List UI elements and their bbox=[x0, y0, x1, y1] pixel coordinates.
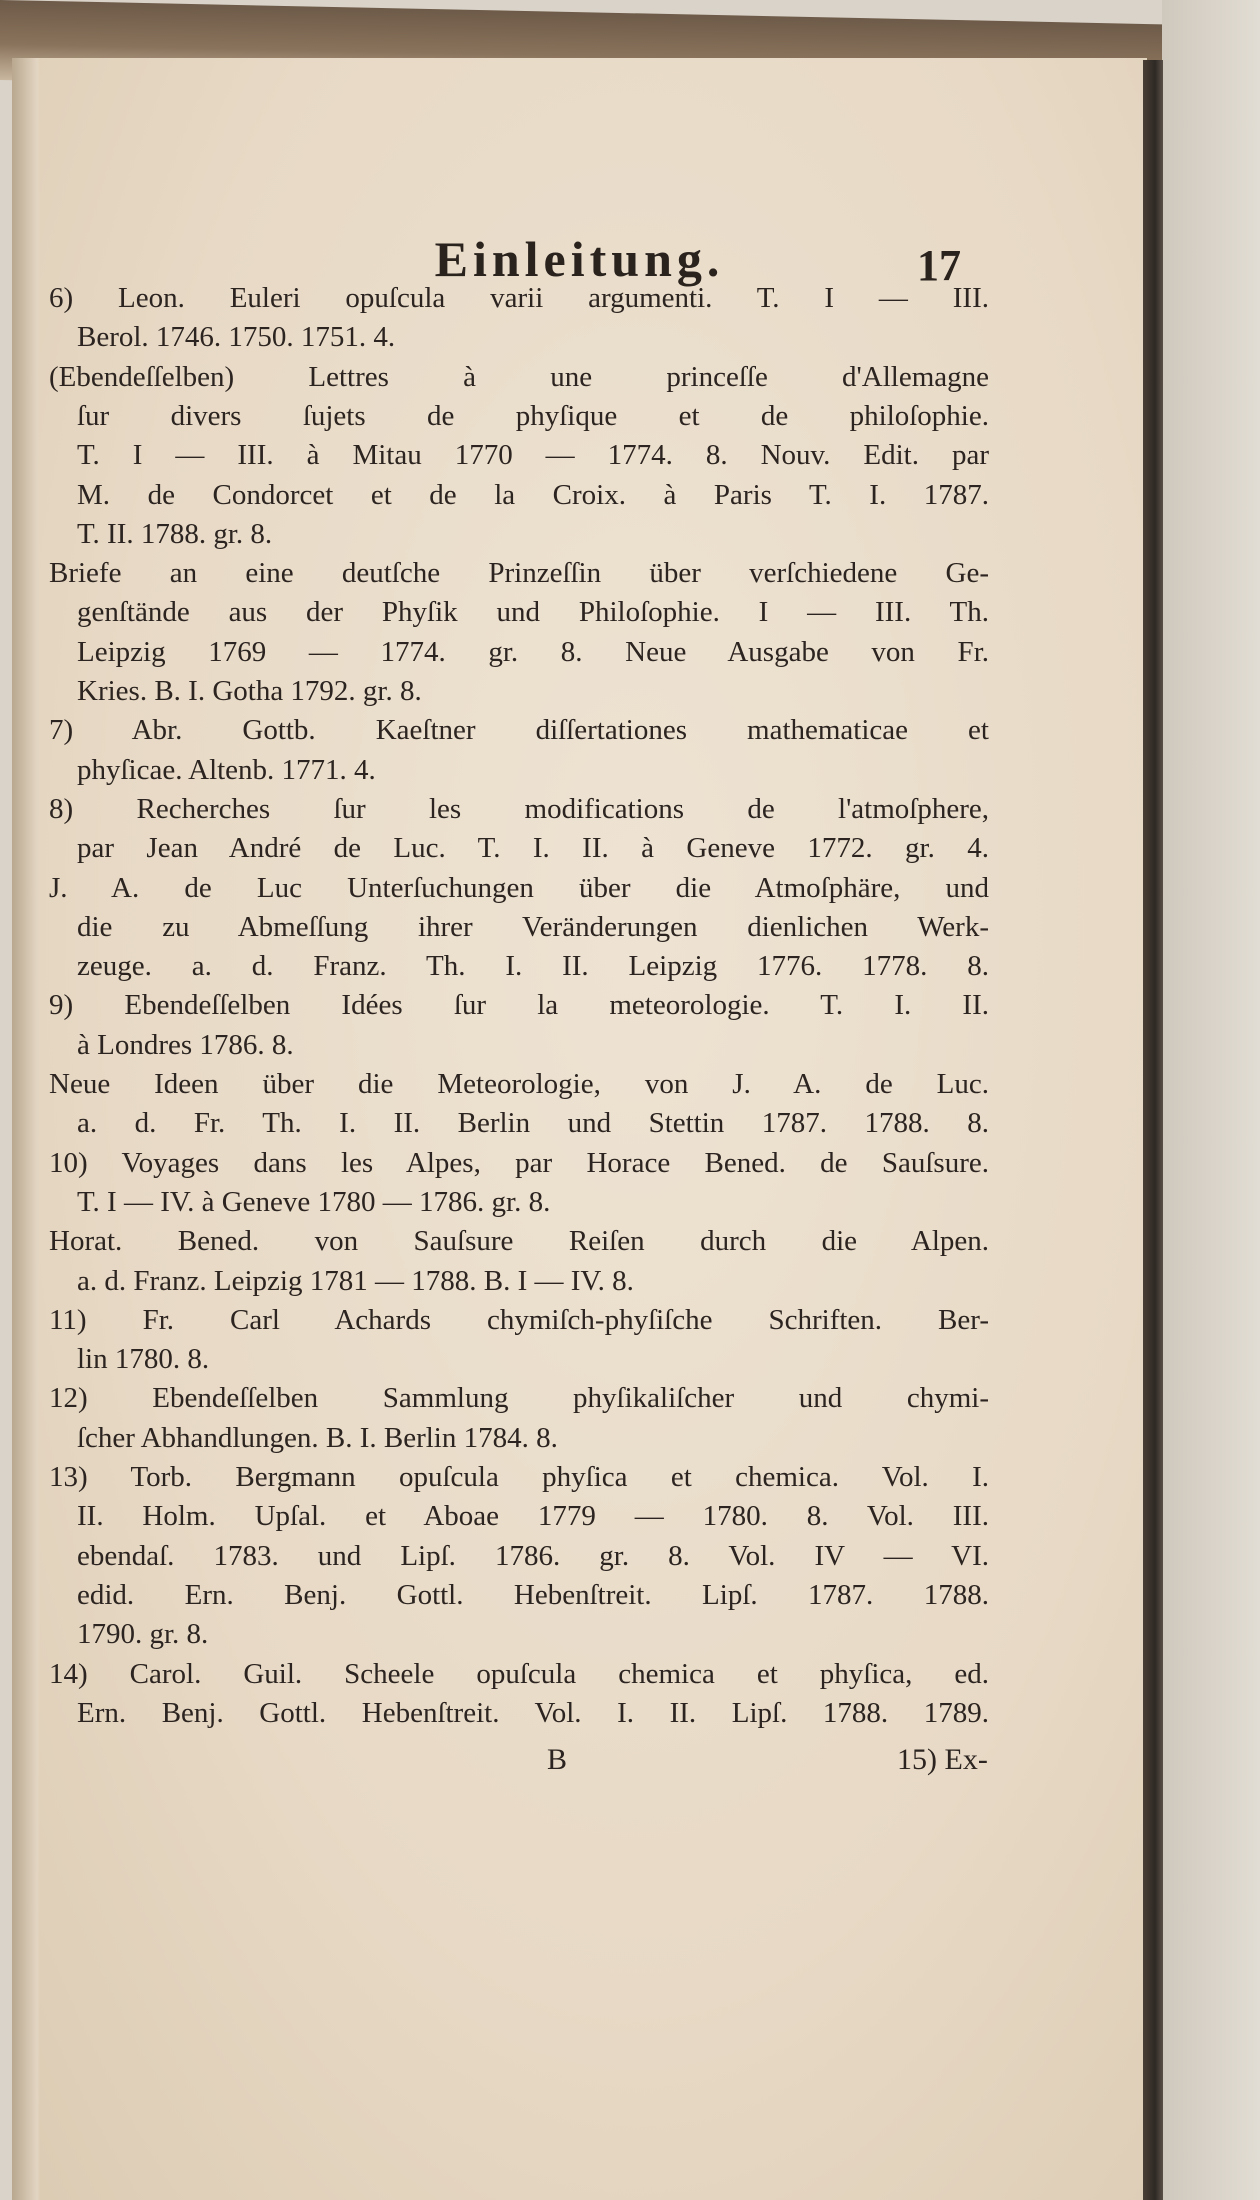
page-binding-shadow bbox=[12, 58, 40, 2200]
text-line: edid. Ern. Benj. Gottl. Hebenſtreit. Lipſ. 1787. 1788. bbox=[77, 1578, 989, 1611]
text-line: Neue Ideen über die Meteorologie, von J. A. de Luc. bbox=[49, 1068, 989, 1100]
text-line: 9) Ebendeſſelben Idées ſur la meteorologie. T. I. II. bbox=[49, 989, 989, 1022]
scan-background bbox=[1162, 0, 1260, 2200]
book-page bbox=[12, 58, 1147, 2200]
text-line: a. d. Franz. Leipzig 1781 — 1788. B. I — IV. 8. bbox=[77, 1264, 634, 1297]
text-line: T. I — IV. à Geneve 1780 — 1786. gr. 8. bbox=[77, 1185, 551, 1218]
text-line: M. de Condorcet et de la Croix. à Paris T. I. 1787. bbox=[77, 478, 989, 511]
text-line: genſtände aus der Phyſik und Philoſophie. I — III. Th. bbox=[77, 596, 989, 629]
text-line: a. d. Fr. Th. I. II. Berlin und Stettin 1787. 1788. 8. bbox=[77, 1107, 989, 1140]
text-line: Kries. B. I. Gotha 1792. gr. 8. bbox=[77, 675, 422, 707]
text-line: 7) Abr. Gottb. Kaeſtner diſſertationes mathematicae et bbox=[49, 714, 989, 747]
text-line: 11) Fr. Carl Achards chymiſch-phyſiſche Schriften. Ber- bbox=[49, 1303, 989, 1336]
text-line: 10) Voyages dans les Alpes, par Horace Bened. de Sauſsure. bbox=[49, 1146, 989, 1179]
text-line: Ern. Benj. Gottl. Hebenſtreit. Vol. I. II. Lipſ. 1788. 1789. bbox=[77, 1696, 989, 1729]
text-line: Horat. Bened. von Sauſsure Reiſen durch die Alpen. bbox=[49, 1225, 989, 1258]
page-number: 17 bbox=[917, 241, 961, 290]
text-line: 6) Leon. Euleri opuſcula varii argumenti. T. I — III. bbox=[49, 282, 989, 314]
page-title: Einleitung. bbox=[434, 231, 725, 287]
text-line: ſcher Abhandlungen. B. I. Berlin 1784. 8. bbox=[77, 1421, 558, 1454]
text-line: (Ebendeſſelben) Lettres à une princeſſe d'Allemagne bbox=[49, 360, 989, 393]
text-line: zeuge. a. d. Franz. Th. I. II. Leipzig 1776. 1778. 8. bbox=[77, 950, 989, 983]
text-line: Leipzig 1769 — 1774. gr. 8. Neue Ausgabe von Fr. bbox=[77, 635, 989, 668]
text-line: 12) Ebendeſſelben Sammlung phyſikaliſcher und chymi- bbox=[49, 1382, 989, 1415]
text-line: 13) Torb. Bergmann opuſcula phyſica et chemica. Vol. I. bbox=[49, 1461, 989, 1493]
text-line: T. II. 1788. gr. 8. bbox=[77, 517, 273, 550]
text-line: 1790. gr. 8. bbox=[77, 1618, 209, 1651]
text-line: die zu Abmeſſung ihrer Veränderungen dienlichen Werk- bbox=[77, 910, 989, 943]
text-line: ebendaſ. 1783. und Lipſ. 1786. gr. 8. Vol. IV — VI. bbox=[77, 1539, 989, 1572]
text-line: 8) Recherches ſur les modifications de l'atmoſphere, bbox=[49, 792, 989, 825]
text-line: Briefe an eine deutſche Prinzeſſin über verſchiedene Ge- bbox=[49, 557, 989, 590]
text-line: Berol. 1746. 1750. 1751. 4. bbox=[77, 321, 396, 354]
text-line: lin 1780. 8. bbox=[77, 1343, 210, 1376]
text-line: à Londres 1786. 8. bbox=[77, 1028, 294, 1061]
text-line: 14) Carol. Guil. Scheele opuſcula chemica et phyſica, ed. bbox=[49, 1657, 989, 1690]
catchword: 15) Ex- bbox=[897, 1743, 988, 1776]
text-line: J. A. de Luc Unterſuchungen über die Atmoſphäre, und bbox=[49, 871, 989, 904]
text-line: ſur divers ſujets de phyſique et de philoſophie. bbox=[77, 399, 989, 432]
text-line: phyſicae. Altenb. 1771. 4. bbox=[77, 753, 376, 786]
text-line: II. Holm. Upſal. et Aboae 1779 — 1780. 8. Vol. III. bbox=[77, 1500, 989, 1533]
text-line: T. I — III. à Mitau 1770 — 1774. 8. Nouv. Edit. par bbox=[77, 439, 989, 472]
text-line: par Jean André de Luc. T. I. II. à Geneve 1772. gr. 4. bbox=[77, 832, 989, 865]
signature-mark: B bbox=[547, 1743, 568, 1776]
page-frame-edge bbox=[1143, 60, 1163, 2200]
